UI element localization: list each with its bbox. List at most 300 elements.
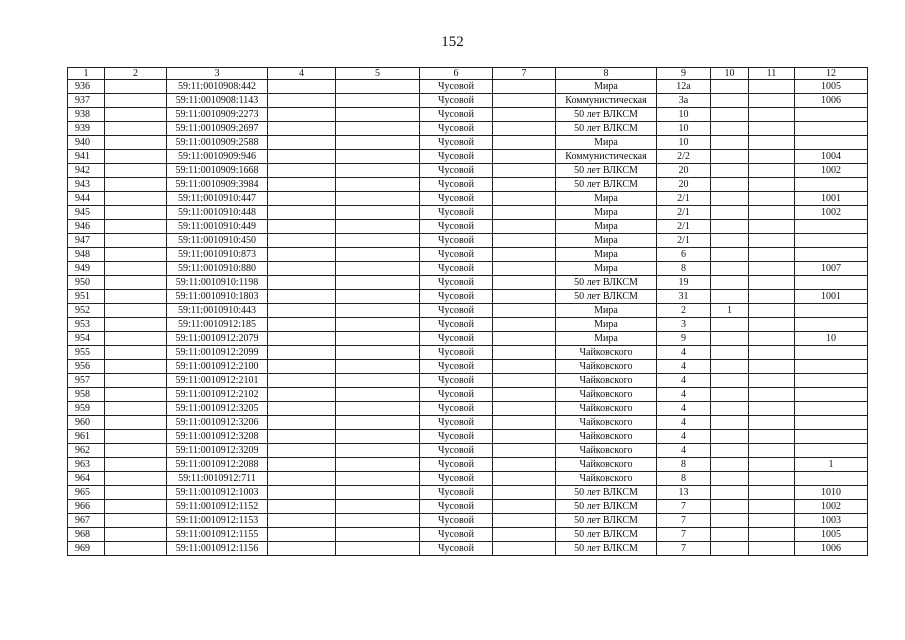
building-cell bbox=[711, 80, 749, 94]
empty-cell bbox=[268, 164, 336, 178]
empty-cell bbox=[493, 486, 556, 500]
row-number-cell: 942 bbox=[68, 164, 105, 178]
empty-cell bbox=[268, 402, 336, 416]
city-cell: Чусовой bbox=[420, 318, 493, 332]
street-cell: Коммунистическая bbox=[556, 150, 657, 164]
street-cell: Чайковского bbox=[556, 402, 657, 416]
empty-cell bbox=[749, 374, 795, 388]
empty-cell bbox=[268, 150, 336, 164]
empty-cell bbox=[336, 360, 420, 374]
city-cell: Чусовой bbox=[420, 178, 493, 192]
house-number-cell: 8 bbox=[657, 458, 711, 472]
house-number-cell: 7 bbox=[657, 542, 711, 556]
row-number-cell: 954 bbox=[68, 332, 105, 346]
street-cell: Мира bbox=[556, 248, 657, 262]
table-row bbox=[68, 248, 868, 262]
house-number-cell: 2 bbox=[657, 304, 711, 318]
row-number-cell: 955 bbox=[68, 346, 105, 360]
building-cell bbox=[711, 318, 749, 332]
street-cell: 50 лет ВЛКСМ bbox=[556, 178, 657, 192]
empty-cell bbox=[336, 276, 420, 290]
building-cell bbox=[711, 164, 749, 178]
house-number-cell: 4 bbox=[657, 360, 711, 374]
street-cell: 50 лет ВЛКСМ bbox=[556, 122, 657, 136]
table-row bbox=[68, 332, 868, 346]
building-cell bbox=[711, 458, 749, 472]
street-cell: Чайковского bbox=[556, 388, 657, 402]
house-number-cell: 2/2 bbox=[657, 150, 711, 164]
building-cell bbox=[711, 486, 749, 500]
empty-cell bbox=[749, 542, 795, 556]
street-cell: 50 лет ВЛКСМ bbox=[556, 164, 657, 178]
row-number-cell: 943 bbox=[68, 178, 105, 192]
house-number-cell: 12а bbox=[657, 80, 711, 94]
empty-cell bbox=[493, 360, 556, 374]
house-number-cell: 10 bbox=[657, 108, 711, 122]
empty-cell bbox=[268, 430, 336, 444]
table-row bbox=[68, 290, 868, 304]
city-cell: Чусовой bbox=[420, 248, 493, 262]
house-number-cell: 20 bbox=[657, 178, 711, 192]
building-cell bbox=[711, 402, 749, 416]
street-cell: Чайковского bbox=[556, 416, 657, 430]
row-number-cell: 959 bbox=[68, 402, 105, 416]
street-cell: 50 лет ВЛКСМ bbox=[556, 108, 657, 122]
cadastral-number-cell: 59:11:0010912:2079 bbox=[167, 332, 268, 346]
header-row bbox=[68, 68, 868, 80]
empty-cell bbox=[336, 430, 420, 444]
empty-cell bbox=[749, 500, 795, 514]
apartment-cell bbox=[795, 472, 868, 486]
empty-cell bbox=[268, 514, 336, 528]
column-header: 3 bbox=[167, 68, 268, 80]
empty-cell bbox=[336, 486, 420, 500]
street-cell: Чайковского bbox=[556, 444, 657, 458]
cadastral-number-cell: 59:11:0010909:2588 bbox=[167, 136, 268, 150]
house-number-cell: 4 bbox=[657, 402, 711, 416]
empty-cell bbox=[336, 444, 420, 458]
apartment-cell bbox=[795, 360, 868, 374]
table-row bbox=[68, 150, 868, 164]
house-number-cell: 13 bbox=[657, 486, 711, 500]
empty-cell bbox=[268, 528, 336, 542]
table-row bbox=[68, 192, 868, 206]
house-number-cell: 10 bbox=[657, 136, 711, 150]
table-row bbox=[68, 304, 868, 318]
page-number: 152 bbox=[441, 34, 464, 50]
empty-cell bbox=[493, 178, 556, 192]
table-row bbox=[68, 262, 868, 276]
street-cell: Чайковского bbox=[556, 374, 657, 388]
city-cell: Чусовой bbox=[420, 430, 493, 444]
empty-cell bbox=[493, 430, 556, 444]
empty-cell bbox=[749, 486, 795, 500]
empty-cell bbox=[336, 416, 420, 430]
empty-cell bbox=[493, 234, 556, 248]
city-cell: Чусовой bbox=[420, 346, 493, 360]
table-row bbox=[68, 164, 868, 178]
empty-cell bbox=[105, 332, 167, 346]
apartment-cell bbox=[795, 304, 868, 318]
street-cell: Мира bbox=[556, 262, 657, 276]
building-cell bbox=[711, 388, 749, 402]
empty-cell bbox=[493, 192, 556, 206]
house-number-cell: 4 bbox=[657, 430, 711, 444]
empty-cell bbox=[493, 150, 556, 164]
street-cell: Мира bbox=[556, 332, 657, 346]
empty-cell bbox=[493, 444, 556, 458]
empty-cell bbox=[749, 402, 795, 416]
row-number-cell: 960 bbox=[68, 416, 105, 430]
house-number-cell: 4 bbox=[657, 416, 711, 430]
empty-cell bbox=[493, 542, 556, 556]
column-header: 12 bbox=[795, 68, 868, 80]
column-header: 9 bbox=[657, 68, 711, 80]
row-number-cell: 962 bbox=[68, 444, 105, 458]
building-cell bbox=[711, 94, 749, 108]
row-number-cell: 939 bbox=[68, 122, 105, 136]
building-cell bbox=[711, 444, 749, 458]
empty-cell bbox=[336, 150, 420, 164]
empty-cell bbox=[105, 136, 167, 150]
house-number-cell: 9 bbox=[657, 332, 711, 346]
empty-cell bbox=[268, 374, 336, 388]
empty-cell bbox=[749, 332, 795, 346]
street-cell: 50 лет ВЛКСМ bbox=[556, 514, 657, 528]
registry-table bbox=[67, 67, 868, 556]
empty-cell bbox=[493, 220, 556, 234]
city-cell: Чусовой bbox=[420, 416, 493, 430]
apartment-cell: 1006 bbox=[795, 94, 868, 108]
house-number-cell: 7 bbox=[657, 528, 711, 542]
table-row bbox=[68, 220, 868, 234]
table-row bbox=[68, 388, 868, 402]
empty-cell bbox=[105, 94, 167, 108]
empty-cell bbox=[105, 192, 167, 206]
empty-cell bbox=[749, 346, 795, 360]
street-cell: Мира bbox=[556, 304, 657, 318]
column-header: 4 bbox=[268, 68, 336, 80]
empty-cell bbox=[493, 402, 556, 416]
row-number-cell: 958 bbox=[68, 388, 105, 402]
cadastral-number-cell: 59:11:0010910:1803 bbox=[167, 290, 268, 304]
empty-cell bbox=[493, 472, 556, 486]
empty-cell bbox=[268, 332, 336, 346]
empty-cell bbox=[105, 304, 167, 318]
empty-cell bbox=[336, 402, 420, 416]
table-row bbox=[68, 276, 868, 290]
cadastral-number-cell: 59:11:0010910:443 bbox=[167, 304, 268, 318]
empty-cell bbox=[268, 346, 336, 360]
apartment-cell bbox=[795, 136, 868, 150]
empty-cell bbox=[105, 262, 167, 276]
street-cell: Чайковского bbox=[556, 346, 657, 360]
cadastral-number-cell: 59:11:0010912:3208 bbox=[167, 430, 268, 444]
empty-cell bbox=[336, 178, 420, 192]
table-row bbox=[68, 94, 868, 108]
cadastral-number-cell: 59:11:0010910:447 bbox=[167, 192, 268, 206]
empty-cell bbox=[268, 290, 336, 304]
empty-cell bbox=[336, 514, 420, 528]
apartment-cell: 1001 bbox=[795, 192, 868, 206]
street-cell: 50 лет ВЛКСМ bbox=[556, 542, 657, 556]
empty-cell bbox=[105, 360, 167, 374]
house-number-cell: 8 bbox=[657, 262, 711, 276]
empty-cell bbox=[336, 318, 420, 332]
city-cell: Чусовой bbox=[420, 486, 493, 500]
building-cell bbox=[711, 150, 749, 164]
apartment-cell: 1002 bbox=[795, 206, 868, 220]
apartment-cell bbox=[795, 444, 868, 458]
empty-cell bbox=[268, 486, 336, 500]
cadastral-number-cell: 59:11:0010910:448 bbox=[167, 206, 268, 220]
street-cell: Мира bbox=[556, 318, 657, 332]
empty-cell bbox=[105, 346, 167, 360]
building-cell bbox=[711, 136, 749, 150]
column-header: 10 bbox=[711, 68, 749, 80]
city-cell: Чусовой bbox=[420, 206, 493, 220]
building-cell bbox=[711, 192, 749, 206]
empty-cell bbox=[749, 458, 795, 472]
empty-cell bbox=[493, 346, 556, 360]
empty-cell bbox=[105, 220, 167, 234]
building-cell bbox=[711, 290, 749, 304]
row-number-cell: 967 bbox=[68, 514, 105, 528]
table-row bbox=[68, 486, 868, 500]
empty-cell bbox=[493, 94, 556, 108]
street-cell: 50 лет ВЛКСМ bbox=[556, 500, 657, 514]
empty-cell bbox=[105, 276, 167, 290]
city-cell: Чусовой bbox=[420, 374, 493, 388]
building-cell bbox=[711, 220, 749, 234]
empty-cell bbox=[493, 290, 556, 304]
empty-cell bbox=[493, 458, 556, 472]
row-number-cell: 950 bbox=[68, 276, 105, 290]
table-row bbox=[68, 234, 868, 248]
building-cell bbox=[711, 262, 749, 276]
apartment-cell: 1004 bbox=[795, 150, 868, 164]
apartment-cell bbox=[795, 416, 868, 430]
apartment-cell: 1001 bbox=[795, 290, 868, 304]
cadastral-number-cell: 59:11:0010912:3205 bbox=[167, 402, 268, 416]
building-cell bbox=[711, 360, 749, 374]
empty-cell bbox=[336, 374, 420, 388]
cadastral-number-cell: 59:11:0010908:1143 bbox=[167, 94, 268, 108]
building-cell bbox=[711, 472, 749, 486]
empty-cell bbox=[268, 122, 336, 136]
city-cell: Чусовой bbox=[420, 332, 493, 346]
row-number-cell: 936 bbox=[68, 80, 105, 94]
empty-cell bbox=[749, 206, 795, 220]
apartment-cell bbox=[795, 402, 868, 416]
empty-cell bbox=[268, 472, 336, 486]
street-cell: 50 лет ВЛКСМ bbox=[556, 276, 657, 290]
apartment-cell bbox=[795, 430, 868, 444]
building-cell: 1 bbox=[711, 304, 749, 318]
house-number-cell: 2/1 bbox=[657, 234, 711, 248]
row-number-cell: 964 bbox=[68, 472, 105, 486]
building-cell bbox=[711, 528, 749, 542]
empty-cell bbox=[336, 262, 420, 276]
empty-cell bbox=[336, 108, 420, 122]
empty-cell bbox=[749, 94, 795, 108]
building-cell bbox=[711, 248, 749, 262]
street-cell: Мира bbox=[556, 80, 657, 94]
building-cell bbox=[711, 542, 749, 556]
empty-cell bbox=[493, 304, 556, 318]
empty-cell bbox=[268, 276, 336, 290]
building-cell bbox=[711, 500, 749, 514]
apartment-cell: 1 bbox=[795, 458, 868, 472]
empty-cell bbox=[749, 416, 795, 430]
cadastral-number-cell: 59:11:0010912:711 bbox=[167, 472, 268, 486]
empty-cell bbox=[336, 220, 420, 234]
empty-cell bbox=[105, 206, 167, 220]
empty-cell bbox=[268, 388, 336, 402]
house-number-cell: 6 bbox=[657, 248, 711, 262]
city-cell: Чусовой bbox=[420, 458, 493, 472]
cadastral-number-cell: 59:11:0010912:2102 bbox=[167, 388, 268, 402]
empty-cell bbox=[336, 304, 420, 318]
empty-cell bbox=[493, 388, 556, 402]
cadastral-number-cell: 59:11:0010912:1152 bbox=[167, 500, 268, 514]
house-number-cell: 31 bbox=[657, 290, 711, 304]
apartment-cell: 1005 bbox=[795, 528, 868, 542]
empty-cell bbox=[336, 528, 420, 542]
apartment-cell bbox=[795, 178, 868, 192]
empty-cell bbox=[336, 80, 420, 94]
table-row bbox=[68, 416, 868, 430]
empty-cell bbox=[749, 136, 795, 150]
empty-cell bbox=[749, 304, 795, 318]
city-cell: Чусовой bbox=[420, 542, 493, 556]
street-cell: Мира bbox=[556, 192, 657, 206]
row-number-cell: 966 bbox=[68, 500, 105, 514]
street-cell: Чайковского bbox=[556, 472, 657, 486]
row-number-cell: 951 bbox=[68, 290, 105, 304]
house-number-cell: 2/1 bbox=[657, 220, 711, 234]
empty-cell bbox=[493, 528, 556, 542]
empty-cell bbox=[105, 388, 167, 402]
cadastral-number-cell: 59:11:0010910:449 bbox=[167, 220, 268, 234]
empty-cell bbox=[105, 402, 167, 416]
building-cell bbox=[711, 374, 749, 388]
column-header: 6 bbox=[420, 68, 493, 80]
building-cell bbox=[711, 416, 749, 430]
apartment-cell bbox=[795, 220, 868, 234]
empty-cell bbox=[749, 472, 795, 486]
street-cell: Чайковского bbox=[556, 430, 657, 444]
empty-cell bbox=[336, 136, 420, 150]
column-header: 5 bbox=[336, 68, 420, 80]
row-number-cell: 968 bbox=[68, 528, 105, 542]
cadastral-number-cell: 59:11:0010909:1668 bbox=[167, 164, 268, 178]
cadastral-number-cell: 59:11:0010909:2273 bbox=[167, 108, 268, 122]
empty-cell bbox=[105, 374, 167, 388]
city-cell: Чусовой bbox=[420, 234, 493, 248]
table-row bbox=[68, 206, 868, 220]
city-cell: Чусовой bbox=[420, 192, 493, 206]
empty-cell bbox=[105, 486, 167, 500]
table-row bbox=[68, 80, 868, 94]
street-cell: 50 лет ВЛКСМ bbox=[556, 528, 657, 542]
empty-cell bbox=[268, 178, 336, 192]
empty-cell bbox=[268, 206, 336, 220]
empty-cell bbox=[493, 514, 556, 528]
empty-cell bbox=[749, 80, 795, 94]
table-row bbox=[68, 318, 868, 332]
row-number-cell: 941 bbox=[68, 150, 105, 164]
building-cell bbox=[711, 108, 749, 122]
building-cell bbox=[711, 276, 749, 290]
empty-cell bbox=[268, 318, 336, 332]
building-cell bbox=[711, 122, 749, 136]
row-number-cell: 938 bbox=[68, 108, 105, 122]
apartment-cell bbox=[795, 276, 868, 290]
empty-cell bbox=[749, 528, 795, 542]
empty-cell bbox=[268, 248, 336, 262]
house-number-cell: 2/1 bbox=[657, 192, 711, 206]
empty-cell bbox=[268, 192, 336, 206]
apartment-cell: 1005 bbox=[795, 80, 868, 94]
apartment-cell: 1006 bbox=[795, 542, 868, 556]
empty-cell bbox=[105, 318, 167, 332]
empty-cell bbox=[749, 164, 795, 178]
apartment-cell: 10 bbox=[795, 332, 868, 346]
street-cell: Мира bbox=[556, 206, 657, 220]
city-cell: Чусовой bbox=[420, 262, 493, 276]
empty-cell bbox=[749, 192, 795, 206]
empty-cell bbox=[749, 430, 795, 444]
empty-cell bbox=[493, 500, 556, 514]
cadastral-number-cell: 59:11:0010912:1155 bbox=[167, 528, 268, 542]
table-row bbox=[68, 402, 868, 416]
cadastral-number-cell: 59:11:0010909:3984 bbox=[167, 178, 268, 192]
table-row bbox=[68, 136, 868, 150]
empty-cell bbox=[105, 416, 167, 430]
apartment-cell bbox=[795, 318, 868, 332]
apartment-cell bbox=[795, 248, 868, 262]
city-cell: Чусовой bbox=[420, 444, 493, 458]
row-number-cell: 949 bbox=[68, 262, 105, 276]
house-number-cell: 4 bbox=[657, 374, 711, 388]
row-number-cell: 953 bbox=[68, 318, 105, 332]
empty-cell bbox=[105, 458, 167, 472]
building-cell bbox=[711, 234, 749, 248]
empty-cell bbox=[105, 430, 167, 444]
empty-cell bbox=[749, 388, 795, 402]
row-number-cell: 947 bbox=[68, 234, 105, 248]
empty-cell bbox=[749, 248, 795, 262]
table-row bbox=[68, 346, 868, 360]
row-number-cell: 952 bbox=[68, 304, 105, 318]
empty-cell bbox=[105, 500, 167, 514]
empty-cell bbox=[336, 122, 420, 136]
row-number-cell: 948 bbox=[68, 248, 105, 262]
street-cell: Мира bbox=[556, 234, 657, 248]
apartment-cell: 1003 bbox=[795, 514, 868, 528]
apartment-cell: 1007 bbox=[795, 262, 868, 276]
row-number-cell: 965 bbox=[68, 486, 105, 500]
city-cell: Чусовой bbox=[420, 94, 493, 108]
empty-cell bbox=[749, 108, 795, 122]
cadastral-number-cell: 59:11:0010912:1153 bbox=[167, 514, 268, 528]
cadastral-number-cell: 59:11:0010912:1003 bbox=[167, 486, 268, 500]
cadastral-number-cell: 59:11:0010912:2101 bbox=[167, 374, 268, 388]
apartment-cell bbox=[795, 346, 868, 360]
empty-cell bbox=[336, 542, 420, 556]
cadastral-number-cell: 59:11:0010910:1198 bbox=[167, 276, 268, 290]
